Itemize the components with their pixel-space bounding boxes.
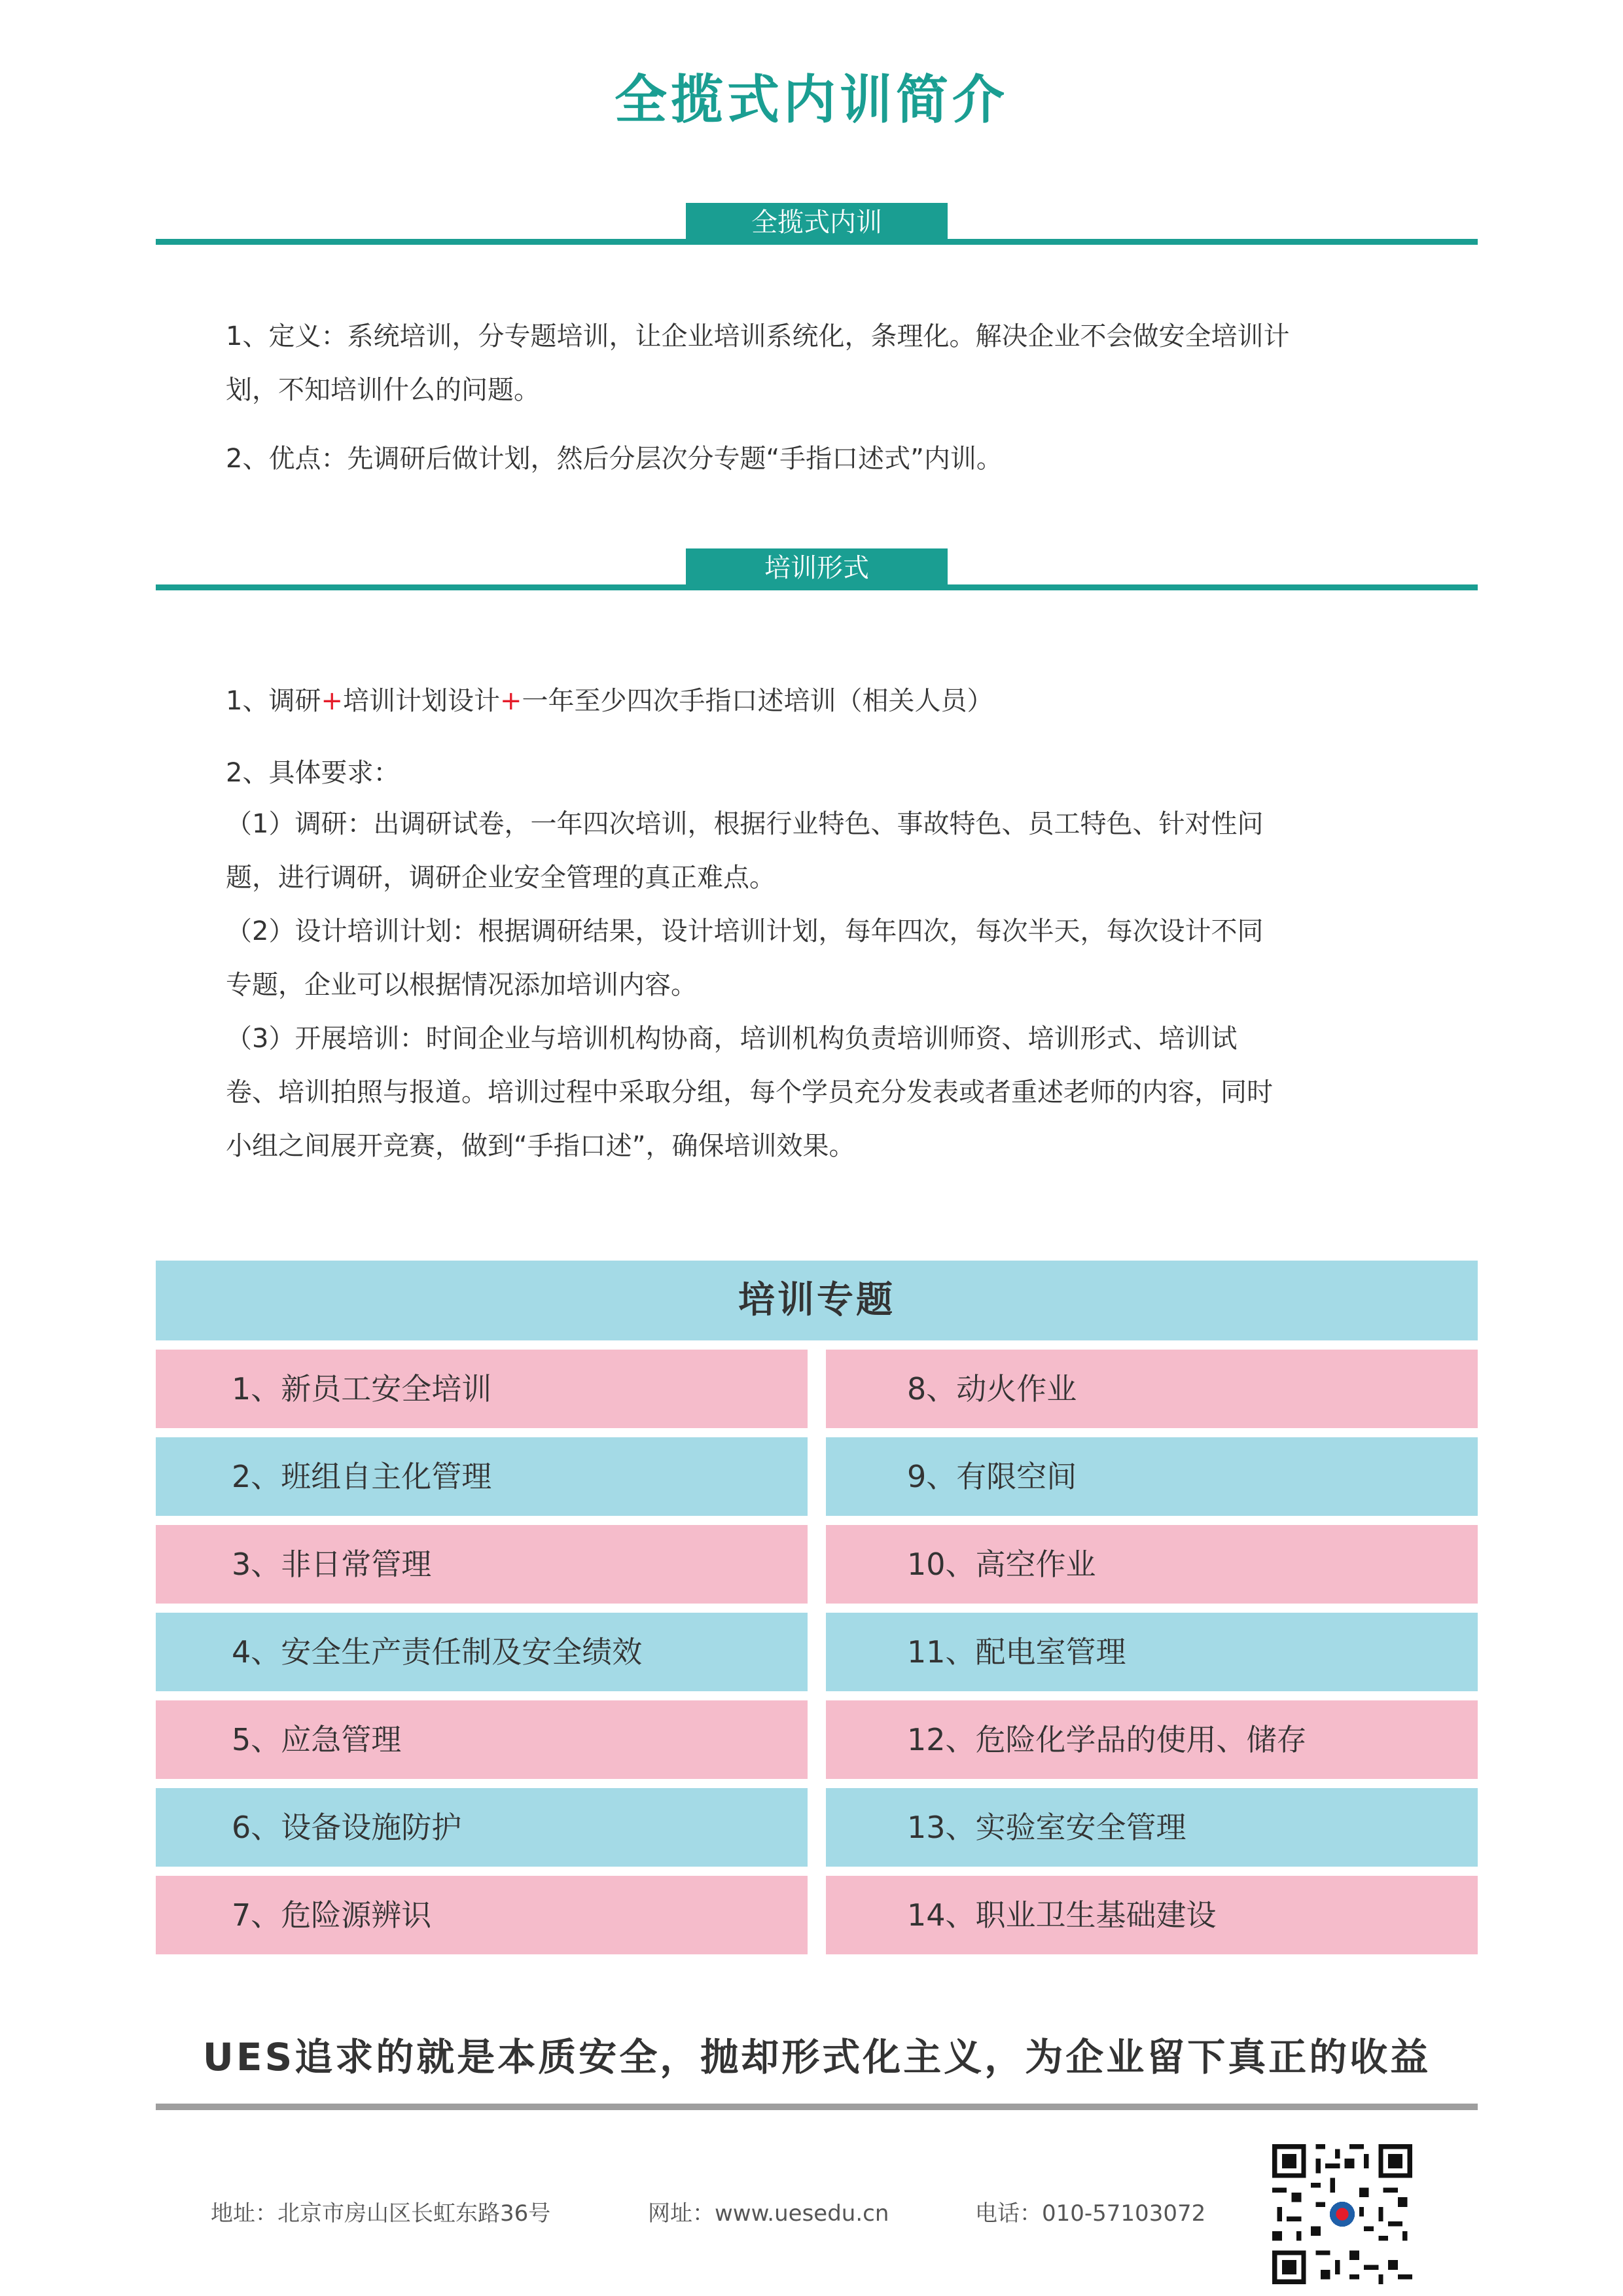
topic-item: 14、职业卫生基础建设 bbox=[826, 1876, 1478, 1954]
requirement-line: （3）开展培训：时间企业与培训机构协商，培训机构负责培训师资、培训形式、培训试 bbox=[226, 1024, 1238, 1054]
section-tab-label: 全揽式内训 bbox=[686, 203, 948, 242]
format-item-1-part3: 一年至少四次手指口述培训（相关人员） bbox=[522, 686, 993, 716]
topic-item: 9、有限空间 bbox=[826, 1437, 1478, 1516]
requirement-line: （2）设计培训计划：根据调研结果，设计培训计划，每年四次，每次半天，每次设计不同 bbox=[226, 916, 1264, 946]
footer-website: 网址：www.uesedu.cn bbox=[648, 2200, 889, 2227]
advantage-paragraph: 2、优点：先调研后做计划，然后分层次分专题“手指口述式”内训。 bbox=[226, 444, 1003, 474]
requirement-line: （1）调研：出调研试卷，一年四次培训，根据行业特色、事故特色、员工特色、针对性问 bbox=[226, 809, 1264, 839]
topic-item: 4、安全生产责任制及安全绩效 bbox=[156, 1613, 808, 1691]
definition-line-2: 划，不知培训什么的问题。 bbox=[226, 375, 540, 405]
section-header-inhouse bbox=[156, 203, 1478, 245]
topic-item: 7、危险源辨识 bbox=[156, 1876, 808, 1954]
topic-item: 8、动火作业 bbox=[826, 1350, 1478, 1428]
requirement-line: 专题，企业可以根据情况添加培训内容。 bbox=[226, 970, 697, 1000]
requirement-line: 小组之间展开竞赛，做到“手指口述”，确保培训效果。 bbox=[226, 1131, 855, 1161]
format-item-1-part2: 培训计划设计 bbox=[342, 686, 500, 716]
topic-item: 13、实验室安全管理 bbox=[826, 1788, 1478, 1867]
topic-item: 6、设备设施防护 bbox=[156, 1788, 808, 1867]
section-header-format bbox=[156, 548, 1478, 590]
slogan-divider bbox=[156, 2104, 1478, 2110]
topic-item: 11、配电室管理 bbox=[826, 1613, 1478, 1691]
topic-item: 12、危险化学品的使用、储存 bbox=[826, 1700, 1478, 1779]
requirement-line: 卷、培训拍照与报道。培训过程中采取分组，每个学员充分发表或者重述老师的内容，同时 bbox=[226, 1077, 1273, 1107]
footer-address: 地址：北京市房山区长虹东路36号 bbox=[211, 2200, 551, 2227]
format-item-2-title: 2、具体要求： bbox=[226, 758, 400, 788]
topic-item: 3、非日常管理 bbox=[156, 1525, 808, 1604]
topic-item: 5、应急管理 bbox=[156, 1700, 808, 1779]
plus-sign: + bbox=[499, 686, 522, 716]
format-item-1 bbox=[226, 674, 1423, 728]
plus-sign: + bbox=[321, 686, 343, 716]
page-title: 全揽式内训简介 bbox=[615, 69, 1008, 130]
footer-phone: 电话：010-57103072 bbox=[975, 2200, 1206, 2227]
topic-item: 2、班组自主化管理 bbox=[156, 1437, 808, 1516]
slogan: UES追求的就是本质安全，抛却形式化主义，为企业留下真正的收益 bbox=[202, 2035, 1431, 2079]
requirement-line: 题，进行调研，调研企业安全管理的真正难点。 bbox=[226, 863, 776, 893]
definition-line-1: 1、定义：系统培训，分专题培训，让企业培训系统化，条理化。解决企业不会做安全培训计 bbox=[226, 321, 1290, 351]
topics-header: 培训专题 bbox=[156, 1261, 1478, 1340]
topic-item: 10、高空作业 bbox=[826, 1525, 1478, 1604]
section-tab-label: 培训形式 bbox=[686, 548, 948, 588]
topic-item: 1、新员工安全培训 bbox=[156, 1350, 808, 1428]
format-item-1-part1: 1、调研 bbox=[226, 686, 321, 716]
qr-code-icon bbox=[1272, 2144, 1412, 2284]
